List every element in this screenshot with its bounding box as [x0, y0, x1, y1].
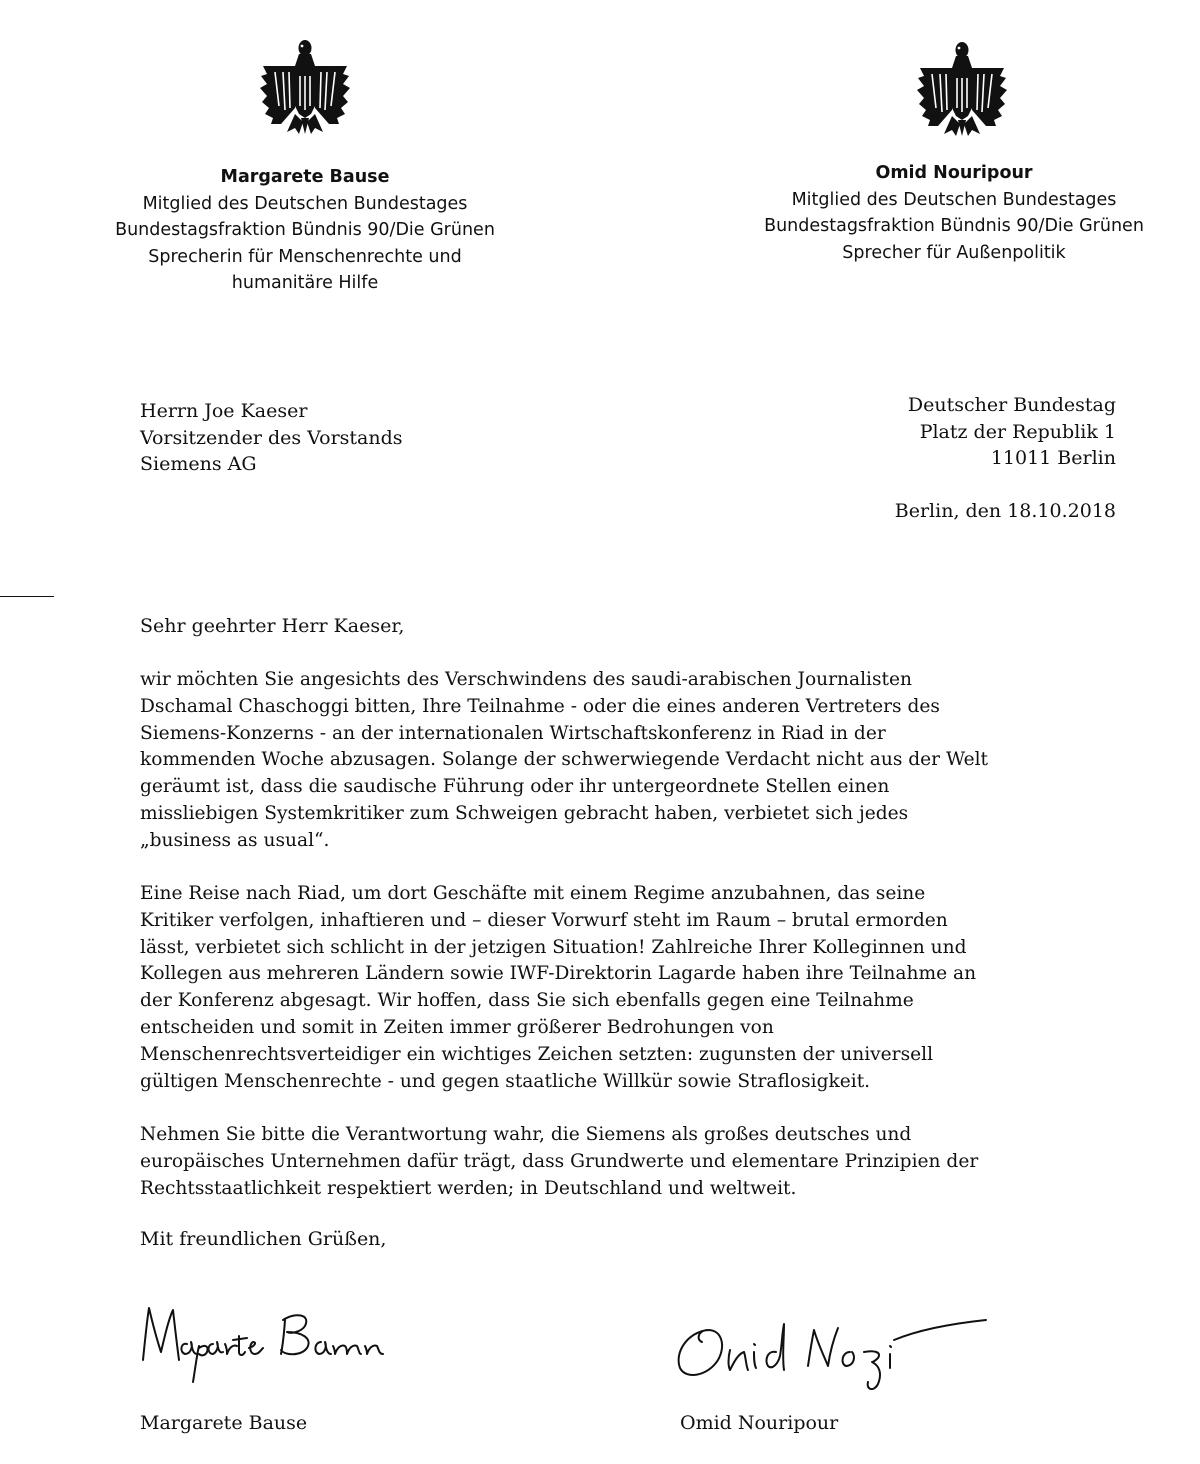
- recipient-line: Siemens AG: [140, 453, 257, 475]
- text-line: europäisches Unternehmen dafür trägt, dass Grundwerte und elementare Prinzipien der: [140, 1150, 979, 1172]
- sender-line: Sprecher für Außenpolitik: [842, 242, 1066, 263]
- sender-line: Bundestagsfraktion Bündnis 90/Die Grünen: [764, 216, 1144, 236]
- recipient-line: Vorsitzender des Vorstands: [140, 426, 403, 449]
- text-line: der Konferenz abgesagt. Wir hoffen, dass Sie sich ebenfalls gegen eine Teilnahme: [140, 990, 914, 1012]
- text-line: Kritiker verfolgen, inhaftieren und – dieser Vorwurf steht im Raum – brutal ermorden: [140, 909, 948, 931]
- salutation: Sehr geehrter Herr Kaeser,: [140, 615, 405, 637]
- bundesadler-icon: [912, 38, 1012, 138]
- text-line: Siemens-Konzerns - an der internationalen Wirtschaftskonferenz in Riad in der: [140, 722, 886, 744]
- letter-date: Berlin, den 18.10.2018: [894, 500, 1116, 522]
- closing-phrase: Mit freundlichen Grüßen,: [140, 1228, 387, 1250]
- text-line: wir möchten Sie angesichts des Verschwindens des saudi-arabischen Journalisten: [140, 669, 912, 690]
- bundesadler-icon: [255, 36, 355, 136]
- fold-mark: [0, 596, 54, 597]
- signatory-name-right: Omid Nouripour: [680, 1412, 839, 1434]
- sender-line: Sprecherin für Menschenrechte und: [148, 246, 462, 267]
- address-line: Deutscher Bundestag: [907, 394, 1116, 416]
- sender-block-right: [745, 160, 1163, 266]
- text-line: gültigen Menschenrechte - und gegen staatliche Willkür sowie Straflosigkeit.: [140, 1070, 871, 1092]
- text-line: Nehmen Sie bitte die Verantwortung wahr, die Siemens als großes deutsches und: [140, 1124, 912, 1145]
- text-line: „business as usual“.: [140, 829, 330, 851]
- text-line: entscheiden und somit in Zeiten immer größerer Bedrohungen von: [140, 1016, 774, 1038]
- signature-margarete-bause: [135, 1290, 395, 1385]
- address-line: Platz der Republik 1: [919, 420, 1116, 443]
- text-line: lässt, verbietet sich schlicht in der jetzigen Situation! Zahlreiche Ihrer Kolleginnen und: [140, 936, 967, 958]
- sender-address: [908, 392, 1116, 472]
- text-line: Kollegen aus mehreren Ländern sowie IWF-Direktorin Lagarde haben ihre Teilnahme an: [140, 963, 977, 985]
- sender-line: Mitglied des Deutschen Bundestages: [142, 193, 468, 214]
- recipient-address: [140, 398, 403, 478]
- body-paragraph: [140, 1122, 978, 1202]
- sender-name: Omid Nouripour: [875, 163, 1033, 183]
- sender-line: Bundestagsfraktion Bündnis 90/Die Grünen: [115, 220, 495, 240]
- text-line: missliebigen Systemkritiker zum Schweigen gebracht haben, verbietet sich jedes: [140, 802, 909, 824]
- text-line: Eine Reise nach Riad, um dort Geschäfte mit einem Regime anzubahnen, das seine: [140, 883, 926, 904]
- text-line: Menschenrechtsverteidiger ein wichtiges Zeichen setzten: zugunsten der universell: [140, 1043, 934, 1065]
- sender-line: Mitglied des Deutschen Bundestages: [791, 189, 1117, 210]
- sender-name: Margarete Bause: [220, 167, 390, 187]
- body-paragraph: [140, 881, 976, 1095]
- address-line: 11011 Berlin: [990, 447, 1116, 469]
- sender-line: humanitäre Hilfe: [231, 273, 379, 293]
- recipient-line: Herrn Joe Kaeser: [140, 400, 308, 422]
- text-line: Rechtsstaatlichkeit respektiert werden; in Deutschland und weltweit.: [140, 1177, 797, 1199]
- text-line: geräumt ist, dass die saudische Führung oder ihr untergeordnete Stellen einen: [140, 776, 890, 798]
- text-line: Dschamal Chaschoggi bitten, Ihre Teilnahme - oder die eines anderen Vertreters des: [140, 695, 940, 717]
- text-line: kommenden Woche abzusagen. Solange der schwerwiegende Verdacht nicht aus der Welt: [140, 749, 988, 771]
- signatory-name-left: Margarete Bause: [140, 1412, 308, 1434]
- body-paragraph: [140, 667, 988, 855]
- signature-omid-nouripour: [668, 1300, 998, 1390]
- sender-block-left: [95, 164, 515, 297]
